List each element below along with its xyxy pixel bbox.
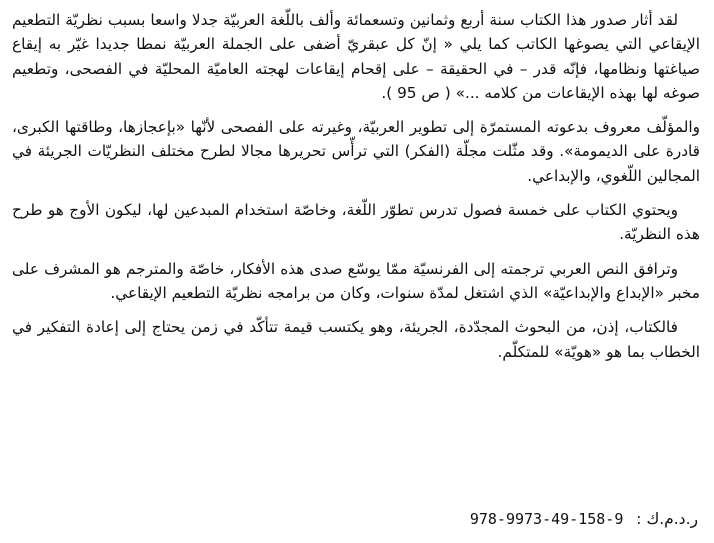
- paragraph-contents: ويحتوي الكتاب على خمسة فصول تدرس تطوّر اللّغة، وخاصّة استخدام المبدعين لها، ليكون الأوج هو طرح هذه النظريّة.: [12, 201, 700, 244]
- isbn-label: ر.د.م.ك :: [636, 510, 698, 528]
- isbn-line: [470, 507, 698, 531]
- isbn-number: 978-9973-49-158-9: [469, 510, 624, 528]
- paragraph-conclusion: فالكتاب، إذن، من البحوث المجدّدة، الجريئة، وهو يكتسب قيمة تتأكّد في زمن يحتاج إلى إعادة التفكير في الخطاب بما هو «هويّة» للمتكلّم.: [12, 318, 700, 361]
- paragraph-intro: لقد أثار صدور هذا الكتاب سنة أربع وثمانين وتسعمائة وألف باللّغة العربيّة جدلا واسعا بسبب نظريّة التطعيم الإيقاعي التي يصوغها الكاتب كما يلي « إنّ كل عبقريّ أضفى على الجملة العربيّة نمطا جديدا غيّر به إيقاع صياغتها ونظامها، فإنّه قدر – في الحقيقة – على إقحام إيقاعات لهجته العاميّة المحليّة في الفصحى، وتطعيم صوغه لها بهذه الإيقاعات من كلامه ...» ( ص 95 ).: [12, 11, 700, 102]
- paragraph-author: والمؤلّف معروف بدعوته المستمرّة إلى تطوير العربيّة، وغيرته على الفصحى لأنّها «بإعجازها، وطاقتها الكبرى، قادرة على الديمومة». وقد مثّلت مجلّة (الفكر) التي ترأّس تحريرها مجالا لطرح مختلف النظريّات الجريئة في المجالين اللّغوي، والإبداعي.: [12, 118, 700, 185]
- paragraph-translation: وترافق النص العربي ترجمته إلى الفرنسيّة ممّا يوسّع صدى هذه الأفكار، خاصّة والمترجم هو المشرف على مخبر «الإبداع والإبداعيّة» الذي اشتغل لمدّة سنوات، وكان من برامجه نظريّة التطعيم الإيقاعي.: [12, 259, 700, 302]
